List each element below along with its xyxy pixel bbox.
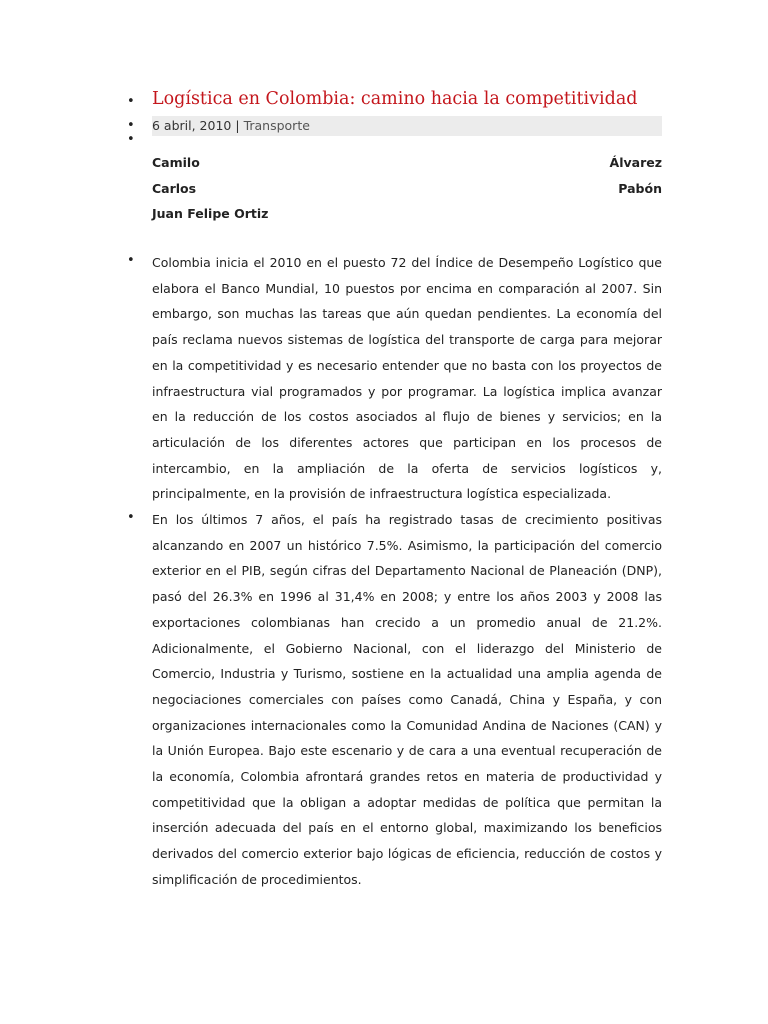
body-paragraph: En los últimos 7 años, el país ha registrado tasas de crecimiento positivas alcanzando en 2007 un histórico 7.5%. Asimismo, la participación del comercio exterior en el PIB, según cifras del Departamento Nacional de Planeación (DNP), pasó del 26.3% en 1996 al 31,4% en 2008; y entre los años 2003 y 2008 las exportaciones colombianas han crecido a un promedio anual de 21.2%. Adicionalmente, el Gobierno Nacional, con el liderazgo del Ministerio de Comercio, Industria y Turismo, sostiene en la actualidad una amplia agenda de negociaciones comerciales con países como Canadá, China y España, y con organizaciones internacionales como la Comunidad Andina de Naciones (CAN) y la Unión Europea. Bajo este escenario y de cara a una eventual recuperación de la economía, Colombia afrontará grandes retos en materia de productividad y competitividad que la obligan a adoptar medidas de política que permitan la inserción adecuada del país en el entorno global, maximizando los beneficios derivados del comercio exterior bajo lógicas de eficiencia, reducción de costos y simplificación de procedimientos. [152, 512, 662, 887]
author-last-name: Álvarez [609, 155, 662, 170]
meta-bar [152, 116, 662, 136]
bullet-icon: • [127, 94, 135, 109]
publish-date: 6 abril, 2010 [152, 118, 232, 133]
author-line [152, 150, 662, 176]
bullet-icon: • [127, 510, 135, 526]
body-paragraph: Colombia inicia el 2010 en el puesto 72 del Índice de Desempeño Logístico que elabora el Banco Mundial, 10 puestos por encima en comparación al 2007. Sin embargo, son muchas las tareas que aún quedan pendientes. La economía del país reclama nuevos sistemas de logística del transporte de carga para mejorar en la competitividad y es necesario entender que no basta con los proyectos de infraestructura vial programados y por programar. La logística implica avanzar en la reducción de los costos asociados al flujo de bienes y servicios; en la articulación de los diferentes actores que participan en los procesos de intercambio, en la ampliación de la oferta de servicios logísticos y, principalmente, en la provisión de infraestructura logística especializada. [152, 255, 662, 502]
meta-separator: | [235, 118, 240, 133]
author-first-name: Camilo [152, 155, 200, 170]
article-list [0, 86, 768, 893]
category-link[interactable]: Transporte [243, 118, 310, 133]
author-line [152, 176, 662, 202]
author-first-name: Juan Felipe Ortiz [152, 206, 269, 221]
bullet-icon: • [127, 118, 135, 133]
paragraph-list-item [0, 507, 768, 893]
authors-list-item [0, 132, 768, 250]
paragraph-list-item [0, 250, 768, 507]
title-list-item [0, 86, 768, 116]
author-line [152, 201, 662, 227]
author-last-name: Pabón [618, 180, 662, 196]
bullet-icon: • [127, 132, 135, 147]
bullet-icon: • [127, 253, 135, 268]
author-first-name: Carlos [152, 180, 197, 196]
meta-list-item [0, 116, 768, 138]
article-title-link[interactable]: Logística en Colombia: camino hacia la competitividad [152, 89, 638, 109]
